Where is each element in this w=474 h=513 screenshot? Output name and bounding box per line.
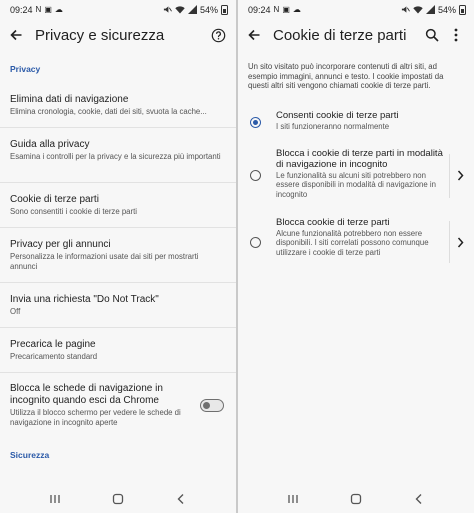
list-item-delete-browsing-data[interactable] [0, 94, 236, 117]
option-block-incognito[interactable] [238, 148, 474, 206]
option-block-cookies[interactable] [238, 217, 474, 269]
wifi-icon [413, 5, 423, 16]
divider [449, 221, 450, 263]
home-icon[interactable] [108, 491, 128, 507]
help-circle-icon[interactable] [208, 25, 228, 45]
app-bar [238, 20, 474, 50]
item-title: Cookie di terze parti [10, 194, 99, 205]
item-subtitle: Personalizza le informazioni usate dai siti per mostrarti annunci [10, 252, 199, 271]
notification-cloud-icon: ☁ [292, 5, 301, 14]
chevron-right-icon[interactable] [454, 168, 466, 182]
item-title: Privacy per gli annunci [10, 239, 111, 250]
option-subtitle: I siti funzioneranno normalmente [276, 122, 390, 131]
radio-block-cookies[interactable] [250, 237, 261, 248]
option-title: Blocca cookie di terze parti [276, 217, 390, 228]
battery-percent: 54% [437, 5, 456, 15]
option-title: Blocca i cookie di terze parti in modalità di navigazione in incognito [276, 148, 443, 170]
item-title: Guida alla privacy [10, 139, 90, 150]
option-allow-cookies[interactable] [238, 110, 474, 136]
lock-incognito-toggle[interactable] [200, 399, 224, 412]
item-subtitle: Sono consentiti i cookie di terze parti [10, 207, 137, 216]
nav-back-icon[interactable] [409, 491, 429, 507]
item-subtitle: Utilizza il blocco schermo per vedere le schede di navigazione in incognito aperte [10, 408, 181, 427]
recents-icon[interactable] [45, 491, 65, 507]
battery-icon [459, 5, 466, 15]
battery-percent: 54% [199, 5, 218, 15]
list-item-third-party-cookies[interactable] [0, 194, 236, 217]
toggle-knob [203, 402, 210, 409]
divider [0, 372, 236, 373]
list-item-privacy-guide[interactable] [0, 139, 236, 162]
recents-icon[interactable] [283, 491, 303, 507]
option-subtitle: Le funzionalità su alcuni siti potrebbero non essere disponibili in modalità di navigazione in incognito [276, 171, 436, 199]
item-title: Blocca le schede di navigazione in incognito quando esci da Chrome [10, 383, 163, 406]
system-nav-bar [0, 485, 236, 513]
divider [0, 282, 236, 283]
signal-icon [188, 5, 197, 16]
divider [0, 127, 236, 128]
section-header-security: Sicurezza [10, 450, 50, 460]
notification-gallery-icon: ▣ [282, 5, 290, 14]
signal-icon [426, 5, 435, 16]
page-title: Privacy e sicurezza [35, 26, 165, 44]
app-bar [0, 20, 236, 50]
item-subtitle: Precaricamento standard [10, 352, 98, 361]
divider [449, 154, 450, 198]
list-item-preload-pages[interactable] [0, 339, 236, 362]
battery-icon [221, 5, 228, 15]
mute-icon [163, 5, 172, 16]
status-time: 09:24 [248, 5, 271, 15]
divider [0, 182, 236, 183]
list-item-ad-privacy[interactable] [0, 239, 236, 271]
item-subtitle: Elimina cronologia, cookie, dati dei siti, svuota la cache... [10, 107, 207, 116]
notification-n-icon: N [273, 5, 280, 14]
list-item-do-not-track[interactable] [0, 294, 236, 317]
notification-gallery-icon: ▣ [44, 5, 52, 14]
option-subtitle: Alcune funzionalità potrebbero non essere disponibili. I siti correlati possono comunque utilizzare i cookie di terze parti [276, 229, 429, 257]
item-subtitle: Off [10, 307, 21, 316]
item-title: Precarica le pagine [10, 339, 96, 350]
intro-text: Un sito visitato può incorporare contenuti di altri siti, ad esempio immagini, annunci e testo. I cookie impostati da questi altri siti vengono chiamati cookie di terze parti. [248, 62, 444, 90]
divider [0, 327, 236, 328]
wifi-icon [175, 5, 185, 16]
mute-icon [401, 5, 410, 16]
more-vert-icon[interactable] [446, 25, 466, 45]
radio-block-incognito[interactable] [250, 170, 261, 181]
item-title: Elimina dati di navigazione [10, 94, 129, 105]
item-title: Invia una richiesta "Do Not Track" [10, 294, 159, 305]
system-nav-bar [238, 485, 474, 513]
item-subtitle: Esamina i controlli per la privacy e la sicurezza più importanti [10, 152, 221, 161]
third-party-cookies-screen [238, 0, 474, 513]
option-title: Consenti cookie di terze parti [276, 110, 399, 121]
notification-cloud-icon: ☁ [54, 5, 63, 14]
arrow-back-icon[interactable] [244, 25, 264, 45]
divider [0, 227, 236, 228]
home-icon[interactable] [346, 491, 366, 507]
status-time: 09:24 [10, 5, 33, 15]
privacy-screen [0, 0, 236, 513]
chevron-right-icon[interactable] [454, 235, 466, 249]
radio-allow-cookies[interactable] [250, 117, 261, 128]
status-bar [0, 0, 236, 20]
notification-n-icon: N [35, 5, 42, 14]
status-bar [238, 0, 474, 20]
nav-back-icon[interactable] [171, 491, 191, 507]
section-header-privacy: Privacy [10, 64, 41, 74]
page-title: Cookie di terze parti [273, 26, 407, 44]
arrow-back-icon[interactable] [6, 25, 26, 45]
search-icon[interactable] [422, 25, 442, 45]
